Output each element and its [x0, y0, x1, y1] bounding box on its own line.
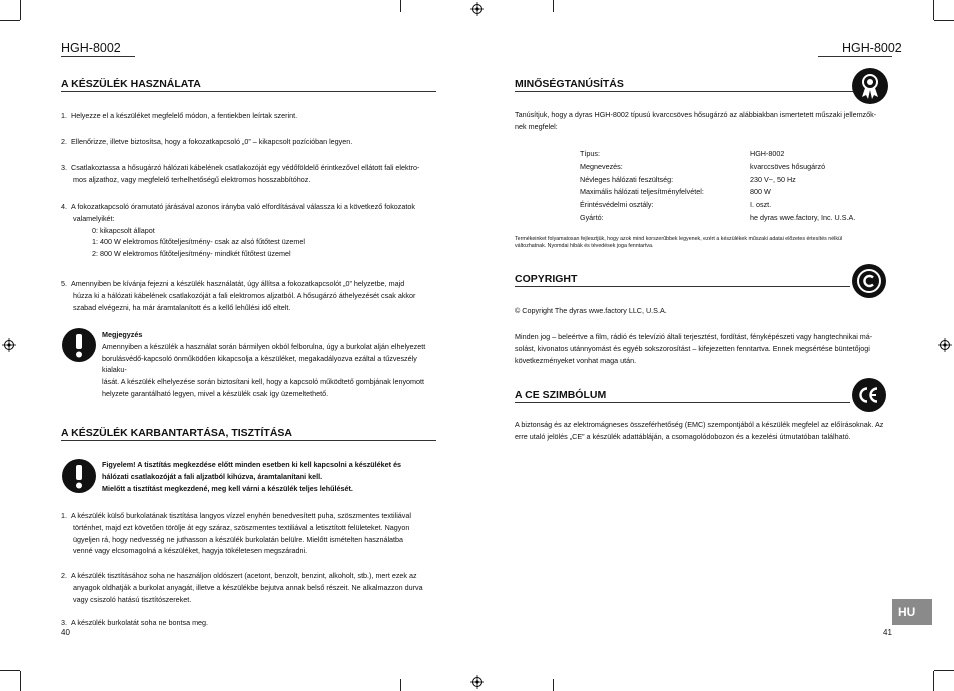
maintenance-item-3: 3. A készülék burkolatát soha ne bontsa meg. — [61, 618, 209, 627]
crop-mark — [400, 0, 401, 12]
ce-mark-icon — [852, 378, 886, 412]
warning-exclamation-icon — [62, 459, 96, 493]
copyright-icon — [852, 264, 886, 298]
note-title: Megjegyzés — [102, 330, 143, 339]
table-row: Megnevezés: kvarccsöves hősugárzó — [580, 161, 826, 171]
section-heading-ce: A CE SZIMBÓLUM — [515, 389, 850, 403]
language-tab: HU — [892, 599, 932, 625]
crop-mark — [934, 20, 954, 21]
model-underline — [818, 56, 892, 57]
table-row: Típus: HGH-8002 — [580, 149, 785, 158]
spec-table — [580, 148, 855, 225]
section-heading-copyright: COPYRIGHT — [515, 273, 850, 287]
usage-item-2: 2. Ellenőrizze, illetve biztosítsa, hogy a fokozatkapcsoló „0” – kikapcsolt pozícióban legyen. — [61, 137, 353, 146]
usage-item-3: 3. Csatlakoztassa a hősugárzó hálózati kábelének csatlakozóját egy védőföldelő érintkezővel ellátott fali elektro- mos aljzathoz, vagy megfelelő terhelhetőségű elektromos hosszabbítóhoz. — [61, 163, 420, 184]
page-number-right: 41 — [883, 628, 892, 637]
model-label: HGH-8002 — [842, 41, 902, 55]
crop-mark — [553, 0, 554, 12]
table-row: Gyártó: he dyras wwe.factory, Inc. U.S.A. — [580, 212, 856, 222]
crop-mark — [20, 671, 21, 691]
maintenance-item-2: 2. A készülék tisztításához soha ne használjon oldószert (acetont, benzolt, benzint, alkoholt, stb.), mert ezek az anyagok oldhatják a burkolat anyagát, illetve a készülékbe bejutva annak belső részeit. Ne alkalmazzon durva vagy csiszoló hatású tisztítószereket. — [61, 571, 423, 604]
registration-mark-icon — [470, 675, 484, 689]
crop-mark — [933, 0, 934, 20]
model-label: HGH-8002 — [61, 41, 121, 55]
quality-disclaimer: Termékeinket folyamatosan fejlesztjük, hogy azok mind korszerűbbek legyenek, ezért a készülékek műszaki adatai előzetes értesítés nélkül változhatnak. Nyomdai hibák és tévedések joga fenntartva. — [515, 236, 843, 249]
crop-mark — [0, 670, 20, 671]
table-row: Maximális hálózati teljesítményfelvétel: 800 W — [580, 187, 771, 197]
table-row: Érintésvédelmi osztály: I. oszt. — [580, 200, 772, 210]
warning-exclamation-icon — [62, 328, 96, 362]
section-heading-quality: MINŐSÉGTANÚSÍTÁS — [515, 78, 865, 92]
usage-item-5: 5. Amennyiben be kívánja fejezni a készülék használatát, úgy állítsa a fokozatkapcsolót „0” helyzetbe, majd húzza ki a hálózati kábelének csatlakozóját a fali elektromos aljzatból. A hősugárzó áthelyezését csak akkor szabad elvégezni, ha már áramtalanított és a kellő lehűlési idő eltelt. — [61, 279, 416, 312]
ce-body: A biztonság és az elektromágneses összeférhetőség (EMC) szempontjából a készülék megfelel az előírásoknak. Az erre utaló jelölés „CE” a készülék adattábláján, a csomagolódobozon és a kezelési útmutatóban található. — [515, 420, 884, 441]
section-heading-maintenance: A KÉSZÜLÉK KARBANTARTÁSA, TISZTÍTÁSA — [61, 427, 436, 441]
quality-badge-icon — [852, 68, 888, 104]
section-heading-usage: A KÉSZÜLÉK HASZNÁLATA — [61, 78, 436, 92]
page-number-left: 40 — [61, 628, 70, 637]
registration-mark-icon — [938, 338, 952, 352]
crop-mark — [933, 671, 934, 691]
quality-intro: Tanúsítjuk, hogy a dyras HGH-8002 típusú kvarccsöves hősugárzó az alábbiakban ismertetett műszaki jellemzők- nek megfelel: — [515, 110, 877, 131]
crop-mark — [0, 20, 20, 21]
usage-item-4: 4. A fokozatkapcsoló óramutató járásával azonos irányba való elfordításával válassza ki a következő fokozatok valamelyikét: 0: kikapcsolt állapot 1: 400 W elektromos fűtőteljesítmény- csak az alsó fűtőtest üzemel 2: 800 W elektromos fűtőteljesítmény- mindkét fűtőtest üzemel — [61, 202, 415, 259]
registration-mark-icon — [2, 338, 16, 352]
model-underline — [61, 56, 135, 57]
copyright-line: © Copyright The dyras wwe.factory LLC, U.S.A. — [515, 306, 667, 315]
usage-note: Megjegyzés Amennyiben a készülék a használat során bármilyen okból felborulna, úgy a burkolat alján elhelyezett borulásvédő-kapcsoló önműködően kikapcsolja a készüléket, megakadályozva ezáltal a tűzveszély kialaku- lását. A készülék elhelyezése során biztosítani kell, hogy a kapcsoló működtető gombjának lenyomott helyzete garantálható legyen, mivel a készülék csak így üzemeltethető. — [102, 329, 442, 400]
crop-mark — [553, 679, 554, 691]
crop-mark — [400, 679, 401, 691]
crop-mark — [934, 670, 954, 671]
usage-item-1: 1. Helyezze el a készüléket megfelelő módon, a fentiekben leírtak szerint. — [61, 111, 298, 120]
table-row: Névleges hálózati feszültség: 230 V~, 50 Hz — [580, 174, 796, 184]
copyright-body: Minden jog – beleértve a film, rádió és televízió általi terjesztést, fordítást, fényképészeti vagy hangtechnikai má- solást, kivonatos utánnyomást és egyéb sokszorosítást – kifejezetten fenntartva. Ennek megsértése büntetőjogi következményeket vonhat maga után. — [515, 332, 873, 365]
registration-mark-icon — [470, 2, 484, 16]
crop-mark — [20, 0, 21, 20]
maintenance-warning: Figyelem! A tisztítás megkezdése előtt minden esetben ki kell kapcsolni a készüléket és hálózati csatlakozóját a fali aljzatból kihúzva, áramtalanítani kell. Mielőtt a tisztítást megkezdené, meg kell várni a készülék teljes lehűlését. — [102, 460, 402, 493]
maintenance-item-1: 1. A készülék külső burkolatának tisztítása langyos vízzel enyhén benedvesített puha, szöszmentes textiliával történhet, majd ezt követően törölje át egy száraz, szöszmentes textiliával a letisztított felületeket. Nagyon ügyeljen rá, hogy nedvesség ne juthasson a készülék burkolatán belülre. Mielőtt ismételten használatba venné vagy elcsomagolná a készüléket, hagyja tökéletesen megszáradni. — [61, 511, 411, 556]
